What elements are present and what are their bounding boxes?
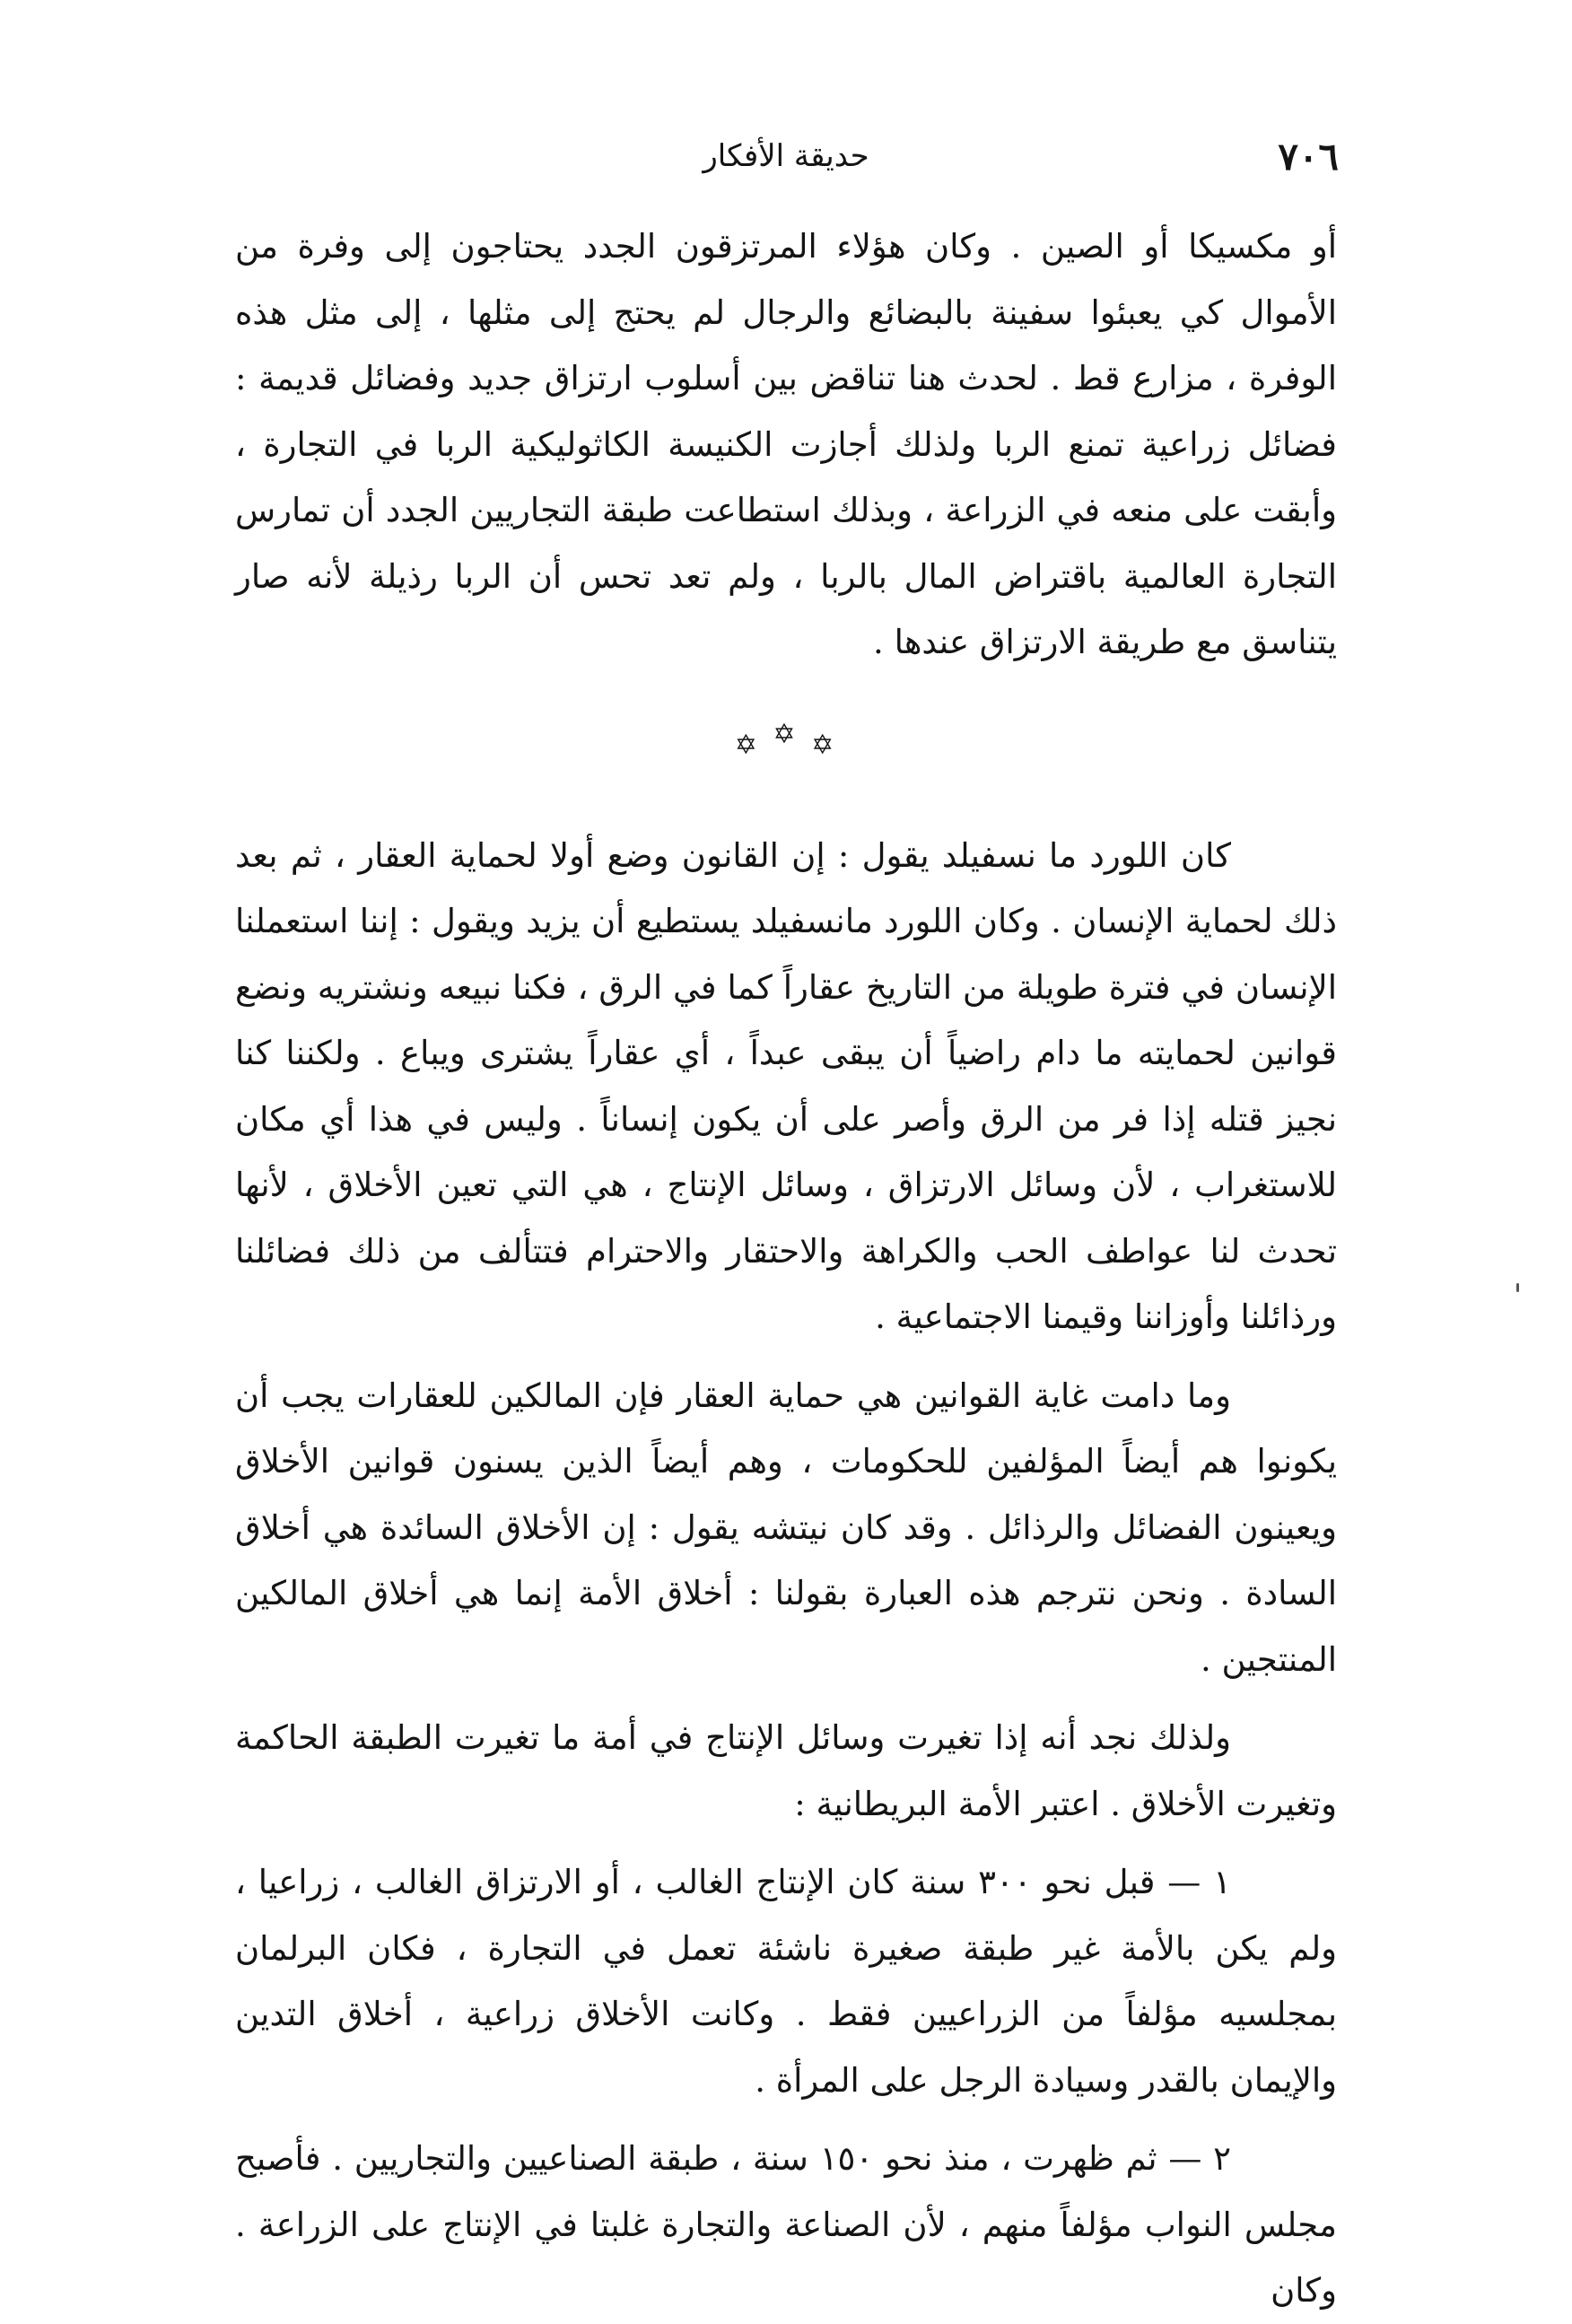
paragraph: ولذلك نجد أنه إذا تغيرت وسائل الإنتاج في أمة ما تغيرت الطبقة الحاكمة وتغيرت الأخلاق . اعتبر الأمة البريطانية :: [235, 1718, 1337, 1823]
numbered-paragraph: ٢ — ثم ظهرت ، منذ نحو ١٥٠ سنة ، طبقة الصناعيين والتجاريين . فأصبح مجلس النواب مؤلفاً منهم ، لأن الصناعة والتجارة غلبتا في الإنتاج على الزراعة . وكان: [235, 2139, 1337, 2310]
paragraph: كان اللورد ما نسفيلد يقول : إن القانون وضع أولا لحماية العقار ، ثم بعد ذلك لحماية الإنسان . وكان اللورد مانسفيلد يستطيع أن يزيد ويقول : إننا استعملنا الإنسان في فترة طويلة من التاريخ عقاراً كما في الرق ، فكنا نبيعه ونشتريه ونضع قوانين لحمايته ما دام راضياً أن يبقى عبداً ، أي عقاراً يشترى ويباع . ولكننا كنا نجيز قتله إذا فر من الرق وأصر على أن يكون إنساناً . وليس في هذا أي مكان للاستغراب ، لأن وسائل الارتزاق ، وسائل الإنتاج ، هي التي تعين الأخلاق ، لأنها تحدث لنا عواطف الحب والكراهة والاحتقار والاحترام فتتألف من ذلك فضائلنا ورذائلنا وأوزاننا وقيمنا الاجتماعية .: [235, 835, 1337, 1336]
page-header: [233, 135, 1339, 188]
page-body: [235, 214, 1337, 2324]
section-separator: [235, 719, 1337, 773]
numbered-paragraph: ١ — قبل نحو ٣٠٠ سنة كان الإنتاج الغالب ، أو الارتزاق الغالب ، زراعيا ، ولم يكن بالأمة غير طبقة صغيرة ناشئة تعمل في التجارة ، فكان البرلمان بمجلسيه مؤلفاً من الزراعيين فقط . وكانت الأخلاق زراعية ، أخلاق التدين والإيمان بالقدر وسيادة الرجل على المرأة .: [235, 1863, 1337, 2100]
running-title: حديقة الأفكار: [703, 138, 869, 174]
star-icon: ✡: [734, 729, 761, 761]
paragraph: أو مكسيكا أو الصين . وكان هؤلاء المرتزقون الجدد يحتاجون إلى وفرة من الأموال كي يعبئوا سفينة بالبضائع والرجال لم يحتج إلى مثلها ، إلى مثل هذه الوفرة ، مزارع قط . لحدث هنا تناقض بين أسلوب ارتزاق جديد وفضائل قديمة : فضائل زراعية تمنع الربا ولذلك أجازت الكنيسة الكاثوليكية الربا في التجارة ، وأبقت على منعه في الزراعة ، وبذلك استطاعت طبقة التجاريين الجدد أن تمارس التجارة العالمية باقتراض المال بالربا ، ولم تعد تحس أن الربا رذيلة لأنه صار يتناسق مع طريقة الارتزاق عندها .: [235, 227, 1337, 661]
star-icon: ✡: [811, 729, 838, 761]
page-number: ٧٠٦: [1278, 135, 1339, 179]
margin-speck: [1516, 1283, 1519, 1292]
paragraph: وما دامت غاية القوانين هي حماية العقار فإن المالكين للعقارات يجب أن يكونوا هم أيضاً المؤلفين للحكومات ، وهم أيضاً الذين يسنون قوانين الأخلاق ويعينون الفضائل والرذائل . وقد كان نيتشه يقول : إن الأخلاق السائدة هي أخلاق السادة . ونحن نترجم هذه العبارة بقولنا : أخلاق الأمة إنما هي أخلاق المالكين المنتجين .: [235, 1376, 1337, 1679]
star-icon: ✡: [773, 718, 799, 750]
